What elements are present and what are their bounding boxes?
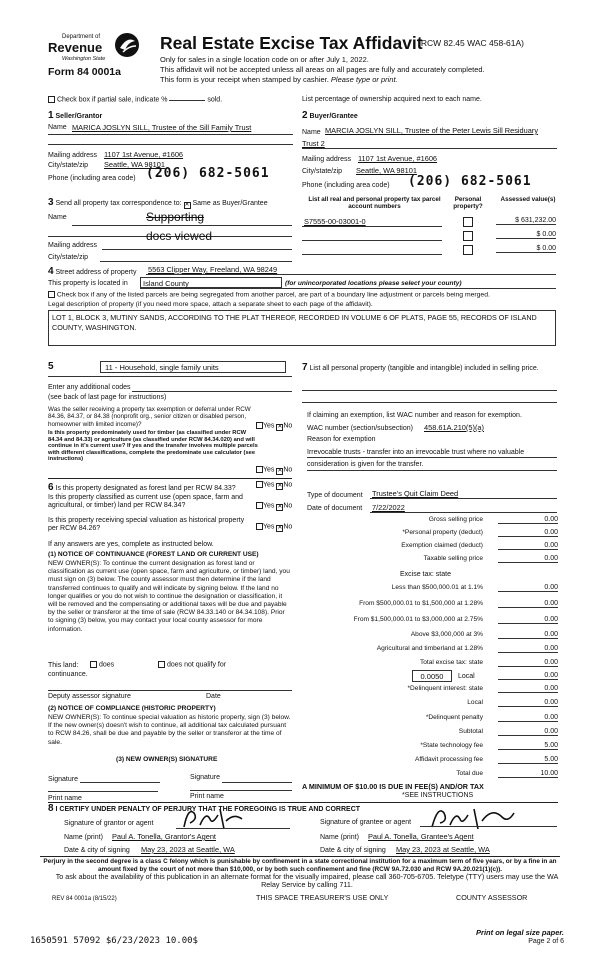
page-number: Page 2 of 6 (528, 938, 564, 945)
grantee-date-label: Date & city of signing (320, 847, 386, 854)
street-row (48, 266, 136, 277)
revenue-wordmark: Revenue (48, 40, 103, 55)
corr-name-label: Name (48, 214, 67, 221)
personal-property-checkbox-1[interactable] (463, 217, 473, 227)
bracket-2-row (300, 600, 558, 612)
grantee-name-label: Name (print) (320, 834, 359, 841)
parcel-number-1[interactable]: S7555-00-03001-0 (304, 217, 366, 226)
exemption-deduct-value[interactable]: 0.00 (498, 542, 558, 550)
ownership-note: List percentage of ownership acquired next to each name. (302, 96, 482, 103)
personal-deduct-row (300, 529, 558, 541)
historic-no-checkbox[interactable]: ✕ (277, 525, 283, 532)
bracket-3-value[interactable]: 0.00 (498, 616, 558, 624)
current-use-no-label: No (283, 502, 293, 510)
exemption-deduct-row (300, 542, 558, 554)
assessed-value-3[interactable]: $ 0.00 (496, 245, 556, 253)
subtotal-row (300, 728, 558, 740)
wac-label: WAC number (section/subsection) (307, 425, 413, 432)
deputy-date-label: Date (206, 693, 221, 700)
section8-num: 8 (48, 803, 54, 814)
personal-deduct-value[interactable]: 0.00 (498, 529, 558, 537)
bracket-2-label: From $500,000.01 to $1,500,000 at 1.28% (359, 600, 483, 607)
personal-property-checkbox-2[interactable] (463, 231, 473, 241)
certify-text: I CERTIFY UNDER PENALTY OF PERJURY THAT THE FOREGOING IS TRUE AND CORRECT (55, 806, 361, 813)
timber-yes-label: Yes (263, 466, 275, 474)
correspondence-label: Send all property tax correspondence to: (55, 200, 182, 207)
alternate-format-note: To ask about the availability of this publication in an alternate format for the visually impaired, please call 360-705-6705. Teletype (TTY) users may use the WA Relay Service by calling 711. (55, 872, 559, 890)
historic-question: Is this property receiving special valuation as historical property per RCW 84.26? (48, 517, 245, 532)
seller-city[interactable]: Seattle, WA 98101 (104, 160, 165, 169)
section6-num: 6 (48, 482, 54, 493)
personal-deduct-label: *Personal property (deduct) (402, 529, 483, 536)
buyer-phone[interactable]: (206) 682-5061 (408, 174, 532, 189)
tech-fee-label: *State technology fee (420, 742, 483, 749)
total-excise-value[interactable]: 0.00 (498, 659, 558, 667)
exemption-note: If claiming an exemption, list WAC number and reason for exemption. (307, 412, 522, 419)
buyer-phone-label: Phone (including area code) (302, 182, 390, 189)
local-interest-label: Local (467, 699, 483, 706)
notice-compliance-body: NEW OWNER(S): To continue special valuation as historic property, sign (3) below. If the new owner(s) doesn't wish to continue, all additional tax calculated pursuant to RCW 84.26, shall be due and payable by the seller or transferor at the time of sale. (48, 714, 291, 746)
same-as-buyer-label: Same as Buyer/Grantee (192, 200, 268, 207)
owner-signature-label-1: Signature (48, 776, 78, 783)
total-due-label: Total due (456, 770, 483, 777)
perjury-note: Perjury in the second degree is a class C felony which is punishable by confinement in a state correctional institution for a maximum term of five years, or by a fine in an amount fixed by the court of not more than $10,000, or by both such confinement and fine (RCW 9A.72.030 and RCW 9A.20.021(1)(c)). (43, 858, 557, 873)
grantor-date[interactable]: May 23, 2023 at Seattle, WA (141, 845, 235, 854)
partial-sale-checkbox[interactable] (48, 96, 55, 103)
deputy-signature-label: Deputy assessor signature (48, 693, 131, 700)
current-use-no-checkbox[interactable]: ✕ (277, 504, 283, 511)
seller-mail-label: Mailing address (48, 152, 98, 159)
parcel-header: List all real and personal property tax parcel account numbers (308, 196, 441, 211)
street-address[interactable]: 5563 Clipper Way, Freeland, WA 98249 (148, 265, 278, 274)
form-title: Real Estate Excise Tax Affidavit (160, 33, 423, 53)
delinquent-penalty-value[interactable]: 0.00 (498, 714, 558, 722)
local-label: Local (458, 673, 475, 680)
buyer-name-label: Name (302, 129, 321, 136)
header-note-1: Only for sales in a single location code on or after July 1, 2022. (160, 55, 369, 64)
delinquent-interest-label: *Delinquent interest: state (407, 685, 483, 692)
forest-yes-label: Yes (263, 481, 275, 489)
receipt-stamp: 1650591 57092 $6/23/2023 10.00$ (30, 936, 198, 946)
corr-city-label: City/state/zip (48, 254, 89, 261)
historic-yes-no (256, 523, 292, 532)
timber-yes-checkbox[interactable] (256, 466, 263, 473)
buyer-name-2[interactable]: Trust 2 (302, 139, 325, 148)
buyer-city-label: City/state/zip (302, 168, 343, 175)
additional-codes-label: Enter any additional codes (48, 384, 131, 391)
supporting-docs-note: Supporting (146, 210, 205, 224)
exemption-yes-label: Yes (263, 422, 275, 430)
treasurer-use-label: THIS SPACE TREASURER'S USE ONLY (256, 893, 389, 902)
delinquent-penalty-label: *Delinquent penalty (425, 714, 483, 721)
bracket-5-value[interactable]: 0.00 (498, 645, 558, 653)
local-value[interactable]: 0.00 (498, 672, 558, 680)
seller-name-label: Name (48, 124, 67, 131)
legal-desc-label: Legal description of property (if you need more space, attach a separate sheet to each page of the affidavit). (48, 301, 373, 308)
legal-description[interactable]: LOT 1, BLOCK 3, MUTINY SANDS, ACCORDING TO THE PLAT THEREOF, RECORDED IN VOLUME 6 OF PLATS, PAGE 55, RECORDS OF ISLAND COUNTY, WASHINGTON. (48, 310, 556, 346)
historic-no-label: No (283, 523, 293, 531)
forest-question-row (48, 482, 236, 493)
section4-num: 4 (48, 266, 54, 277)
doc-date[interactable]: 7/22/2022 (372, 503, 405, 512)
buyer-mail[interactable]: 1107 1st Avenue, #1606 (358, 154, 438, 163)
total-due-value[interactable]: 10.00 (498, 770, 558, 778)
does-label: does (98, 661, 115, 669)
corr-mail-label: Mailing address (48, 242, 98, 249)
gross-price-label: Gross selling price (428, 516, 483, 523)
county-select[interactable]: Island County (140, 277, 282, 288)
dept-label: Department of (62, 34, 101, 40)
seller-city-label: City/state/zip (48, 162, 89, 169)
bracket-1-row (300, 584, 558, 596)
if-any-note: If any answers are yes, complete as instructed below. (48, 541, 214, 548)
local-rate[interactable]: 0.0050 (412, 670, 452, 682)
bracket-4-value[interactable]: 0.00 (498, 631, 558, 639)
bracket-1-value[interactable]: 0.00 (498, 584, 558, 592)
timber-question: Is this property predominately used for timber (as classified under RCW 84.34 and 84.33) or agriculture (as classified under RCW 84.34.020) and will continue in it's current use? If yes and the transfer involves multiple parcels with different classifications, complete the predominate use calculator (see instructions) (48, 430, 258, 463)
street-label: Street address of property (55, 269, 137, 276)
bracket-5-label: Agricultural and timberland at 1.28% (376, 645, 483, 652)
assessed-value-header: Assessed value(s) (500, 196, 556, 203)
does-row (90, 661, 114, 668)
gross-price-row (300, 516, 558, 528)
current-use-yes-checkbox[interactable] (256, 502, 263, 509)
bracket-4-label: Above $3,000,000 at 3% (410, 631, 483, 638)
seller-phone[interactable]: (206) 682-5061 (146, 166, 270, 181)
segregated-label: Check box if any of the listed parcels are being segregated from another parcel, are part of a boundary line adjustment or parcels being merged. (56, 291, 490, 299)
partial-sale-label: Check box if partial sale, indicate % (56, 96, 168, 104)
exemption-yes-checkbox[interactable] (256, 422, 263, 429)
bracket-3-label: From $1,500,000.01 to $3,000,000 at 2.75% (353, 616, 483, 623)
personal-property-label: List all personal property (tangible and intangible) included in selling price. (309, 365, 539, 372)
taxable-price-value[interactable]: 0.00 (498, 555, 558, 563)
tech-fee-row (300, 742, 558, 754)
bracket-4-row (300, 631, 558, 643)
processing-fee-value[interactable]: 5.00 (498, 756, 558, 764)
seller-phone-label: Phone (including area code) (48, 175, 136, 182)
exemption-question: Was the seller receiving a property tax exemption or deferral under RCW 84.36, 84.37, or 84.38 (nonprofit org., senior citizen or disabled person, homeowner with limited income)? (48, 406, 251, 428)
total-excise-label: Total excise tax: state (419, 659, 483, 666)
delinquent-interest-row (300, 685, 558, 697)
wac-number[interactable]: 458.61A.210(5)(a) (424, 423, 484, 432)
personal-property-row (302, 364, 557, 373)
see-instructions: *SEE INSTRUCTIONS (402, 792, 474, 799)
historic-yes-checkbox[interactable] (256, 523, 263, 530)
total-due-row (300, 770, 558, 782)
reason-label: Reason for exemption (307, 436, 376, 443)
section3-num: 3 (48, 197, 54, 208)
buyer-city[interactable]: Seattle, WA 98101 (356, 166, 417, 175)
assessed-value-1[interactable]: $ 631,232.00 (496, 217, 556, 225)
continuance-label: continuance. (48, 671, 88, 678)
taxable-price-row (300, 555, 558, 567)
bracket-2-value[interactable]: 0.00 (498, 600, 558, 608)
doc-type-label: Type of document (307, 492, 363, 499)
buyer-mail-label: Mailing address (302, 156, 352, 163)
bracket-5-row (300, 645, 558, 657)
section5-num: 5 (48, 361, 54, 372)
docs-viewed-note: docs viewed (146, 229, 213, 243)
seller-mail[interactable]: 1107 1st Avenue, #1606 (104, 150, 184, 159)
exemption-no-label: No (283, 422, 293, 430)
buyer-heading (302, 110, 358, 121)
located-label: This property is located in (48, 280, 128, 287)
seller-heading (48, 110, 102, 121)
dor-logo-icon (114, 32, 140, 58)
notice-compliance-head: (2) NOTICE OF COMPLIANCE (HISTORIC PROPERTY) (48, 705, 216, 712)
owner-print-label-2: Print name (190, 793, 224, 800)
correspondence-row (48, 197, 268, 209)
grantor-date-label: Date & city of signing (64, 847, 130, 854)
subtotal-label: Subtotal (458, 728, 483, 735)
state-label: Washington State (62, 56, 106, 62)
header-note-2: This affidavit will not be accepted unless all areas on all pages are fully and accurately completed. (160, 65, 485, 74)
seller-name[interactable]: MARICA JOSLYN SILL, Trustee of the Sill Family Trust (72, 123, 252, 132)
bracket-3-row (300, 616, 558, 628)
grantee-name[interactable]: Paul A. Tonella, Grantee's Agent (368, 832, 474, 841)
exemption-no-checkbox[interactable]: ✕ (277, 424, 283, 431)
codes-instructions: (see back of last page for instructions) (48, 394, 167, 401)
revision-label: REV 84 0001a (8/15/22) (52, 896, 117, 902)
header-note-3a: This form is your receipt when stamped by cashier. (160, 75, 329, 84)
form-rcw: (RCW 82.45 WAC 458-61A) (418, 38, 524, 48)
buyer-title: Buyer/Grantee (309, 113, 358, 120)
current-use-yes-label: Yes (263, 502, 275, 510)
exemption-yes-no (256, 422, 292, 431)
county-assessor-label: COUNTY ASSESSOR (456, 893, 528, 902)
dor-logo (48, 30, 140, 80)
segregated-row (48, 291, 490, 298)
gross-price-value[interactable]: 0.00 (498, 516, 558, 524)
this-land-label: This land: (48, 662, 79, 669)
buyer-name[interactable]: MARCIA JOSLYN SILL, Trustee of the Peter Lewis Sill Residuary (325, 126, 539, 135)
uninc-note: (for unincorporated locations please select your county) (285, 280, 462, 287)
does-not-row (158, 661, 226, 668)
assessed-value-2[interactable]: $ 0.00 (496, 231, 556, 239)
does-not-checkbox[interactable] (158, 661, 165, 668)
owner-print-label-1: Print name (48, 795, 82, 802)
same-as-buyer-checkbox[interactable]: ✕ (184, 202, 190, 208)
delinquent-interest-value[interactable]: 0.00 (498, 685, 558, 693)
processing-fee-row (300, 756, 558, 768)
legal-paper-note: Print on legal size paper. (476, 928, 564, 937)
doc-type[interactable]: Trustee's Quit Claim Deed (372, 489, 459, 498)
exemption-reason[interactable]: Irrevocable trusts - transfer into an irrevocable trust where no valuable consideration is given for the transfer. (307, 449, 525, 468)
grantee-sig-label: Signature of grantee or agent (320, 819, 412, 826)
taxable-price-label: Taxable selling price (423, 555, 483, 562)
delinquent-penalty-row (300, 714, 558, 726)
local-interest-value[interactable]: 0.00 (498, 699, 558, 707)
header-note-3 (160, 75, 398, 84)
notice-continuance-head: (1) NOTICE OF CONTINUANCE (FOREST LAND OR CURRENT USE) (48, 551, 259, 558)
seller-num: 1 (48, 110, 54, 121)
exemption-deduct-label: Exemption claimed (deduct) (401, 542, 483, 549)
current-use-yes-no (256, 502, 292, 511)
forest-yes-no (256, 481, 292, 490)
partial-sale-row (48, 96, 222, 103)
local-interest-row (300, 699, 558, 711)
tech-fee-value[interactable]: 5.00 (498, 742, 558, 750)
segregated-checkbox[interactable] (48, 291, 55, 298)
form-number: Form 84 0001a (48, 66, 121, 78)
historic-yes-label: Yes (263, 523, 275, 531)
forest-no-label: No (283, 481, 293, 489)
section7-num: 7 (302, 362, 308, 373)
forest-question: Is this property designated as forest land per RCW 84.33? (55, 485, 236, 492)
forest-yes-checkbox[interactable] (256, 481, 263, 488)
owner-signature-label-2: Signature (190, 774, 220, 781)
grantee-date[interactable]: May 23, 2023 at Seattle, WA (396, 845, 490, 854)
buyer-num: 2 (302, 110, 308, 121)
grantor-name[interactable]: Paul A. Tonella, Grantor's Agent (112, 832, 216, 841)
personal-property-checkbox-3[interactable] (463, 245, 473, 255)
notice-continuance-body: NEW OWNER(S): To continue the current designation as forest land or classification as current use (open space, farm and agriculture, or timber) land, you must sign on (3) below. The county assessor must then determine if the land transferred continues to qualify and will indicate by signing below. If the land no longer qualifies or you do not wish to continue the designation or classification, it will be removed and the compensating or additional taxes will be due and payable by the seller or transferor at the time of sale (RCW 84.33.140 or 84.34.108). Prior to signing (3) below, you may contact your local county assessor for more information. (48, 560, 290, 633)
minimum-note: A MINIMUM OF $10.00 IS DUE IN FEE(S) AND/OR TAX (302, 782, 484, 791)
new-owner-signature-head: (3) NEW OWNER(S) SIGNATURE (116, 756, 218, 763)
current-use-question: Is this property classified as current use (open space, farm and agricultural, or timber) land per RCW 84.34? (48, 494, 243, 509)
subtotal-value[interactable]: 0.00 (498, 728, 558, 736)
does-checkbox[interactable] (90, 661, 97, 668)
header-note-3b: Please type or print. (330, 75, 398, 84)
excise-state-label: Excise tax: state (400, 571, 451, 578)
timber-no-checkbox[interactable]: ✕ (277, 468, 283, 475)
timber-yes-no (256, 466, 292, 475)
processing-fee-label: Affidavit processing fee (414, 756, 483, 763)
timber-no-label: No (283, 466, 293, 474)
grantor-sig-label: Signature of grantor or agent (64, 820, 154, 827)
personal-property-header: Personal property? (453, 196, 483, 211)
doc-date-label: Date of document (307, 505, 363, 512)
grantor-name-label: Name (print) (64, 834, 103, 841)
does-not-label: does not qualify for (166, 661, 227, 669)
seller-title: Seller/Grantor (55, 113, 103, 120)
use-code-select[interactable]: 11 - Household, single family units (100, 361, 286, 373)
bracket-1-label: Less than $500,000.01 at 1.1% (391, 584, 483, 591)
sold-label: sold. (207, 96, 223, 104)
forest-no-checkbox[interactable]: ✕ (277, 483, 283, 490)
